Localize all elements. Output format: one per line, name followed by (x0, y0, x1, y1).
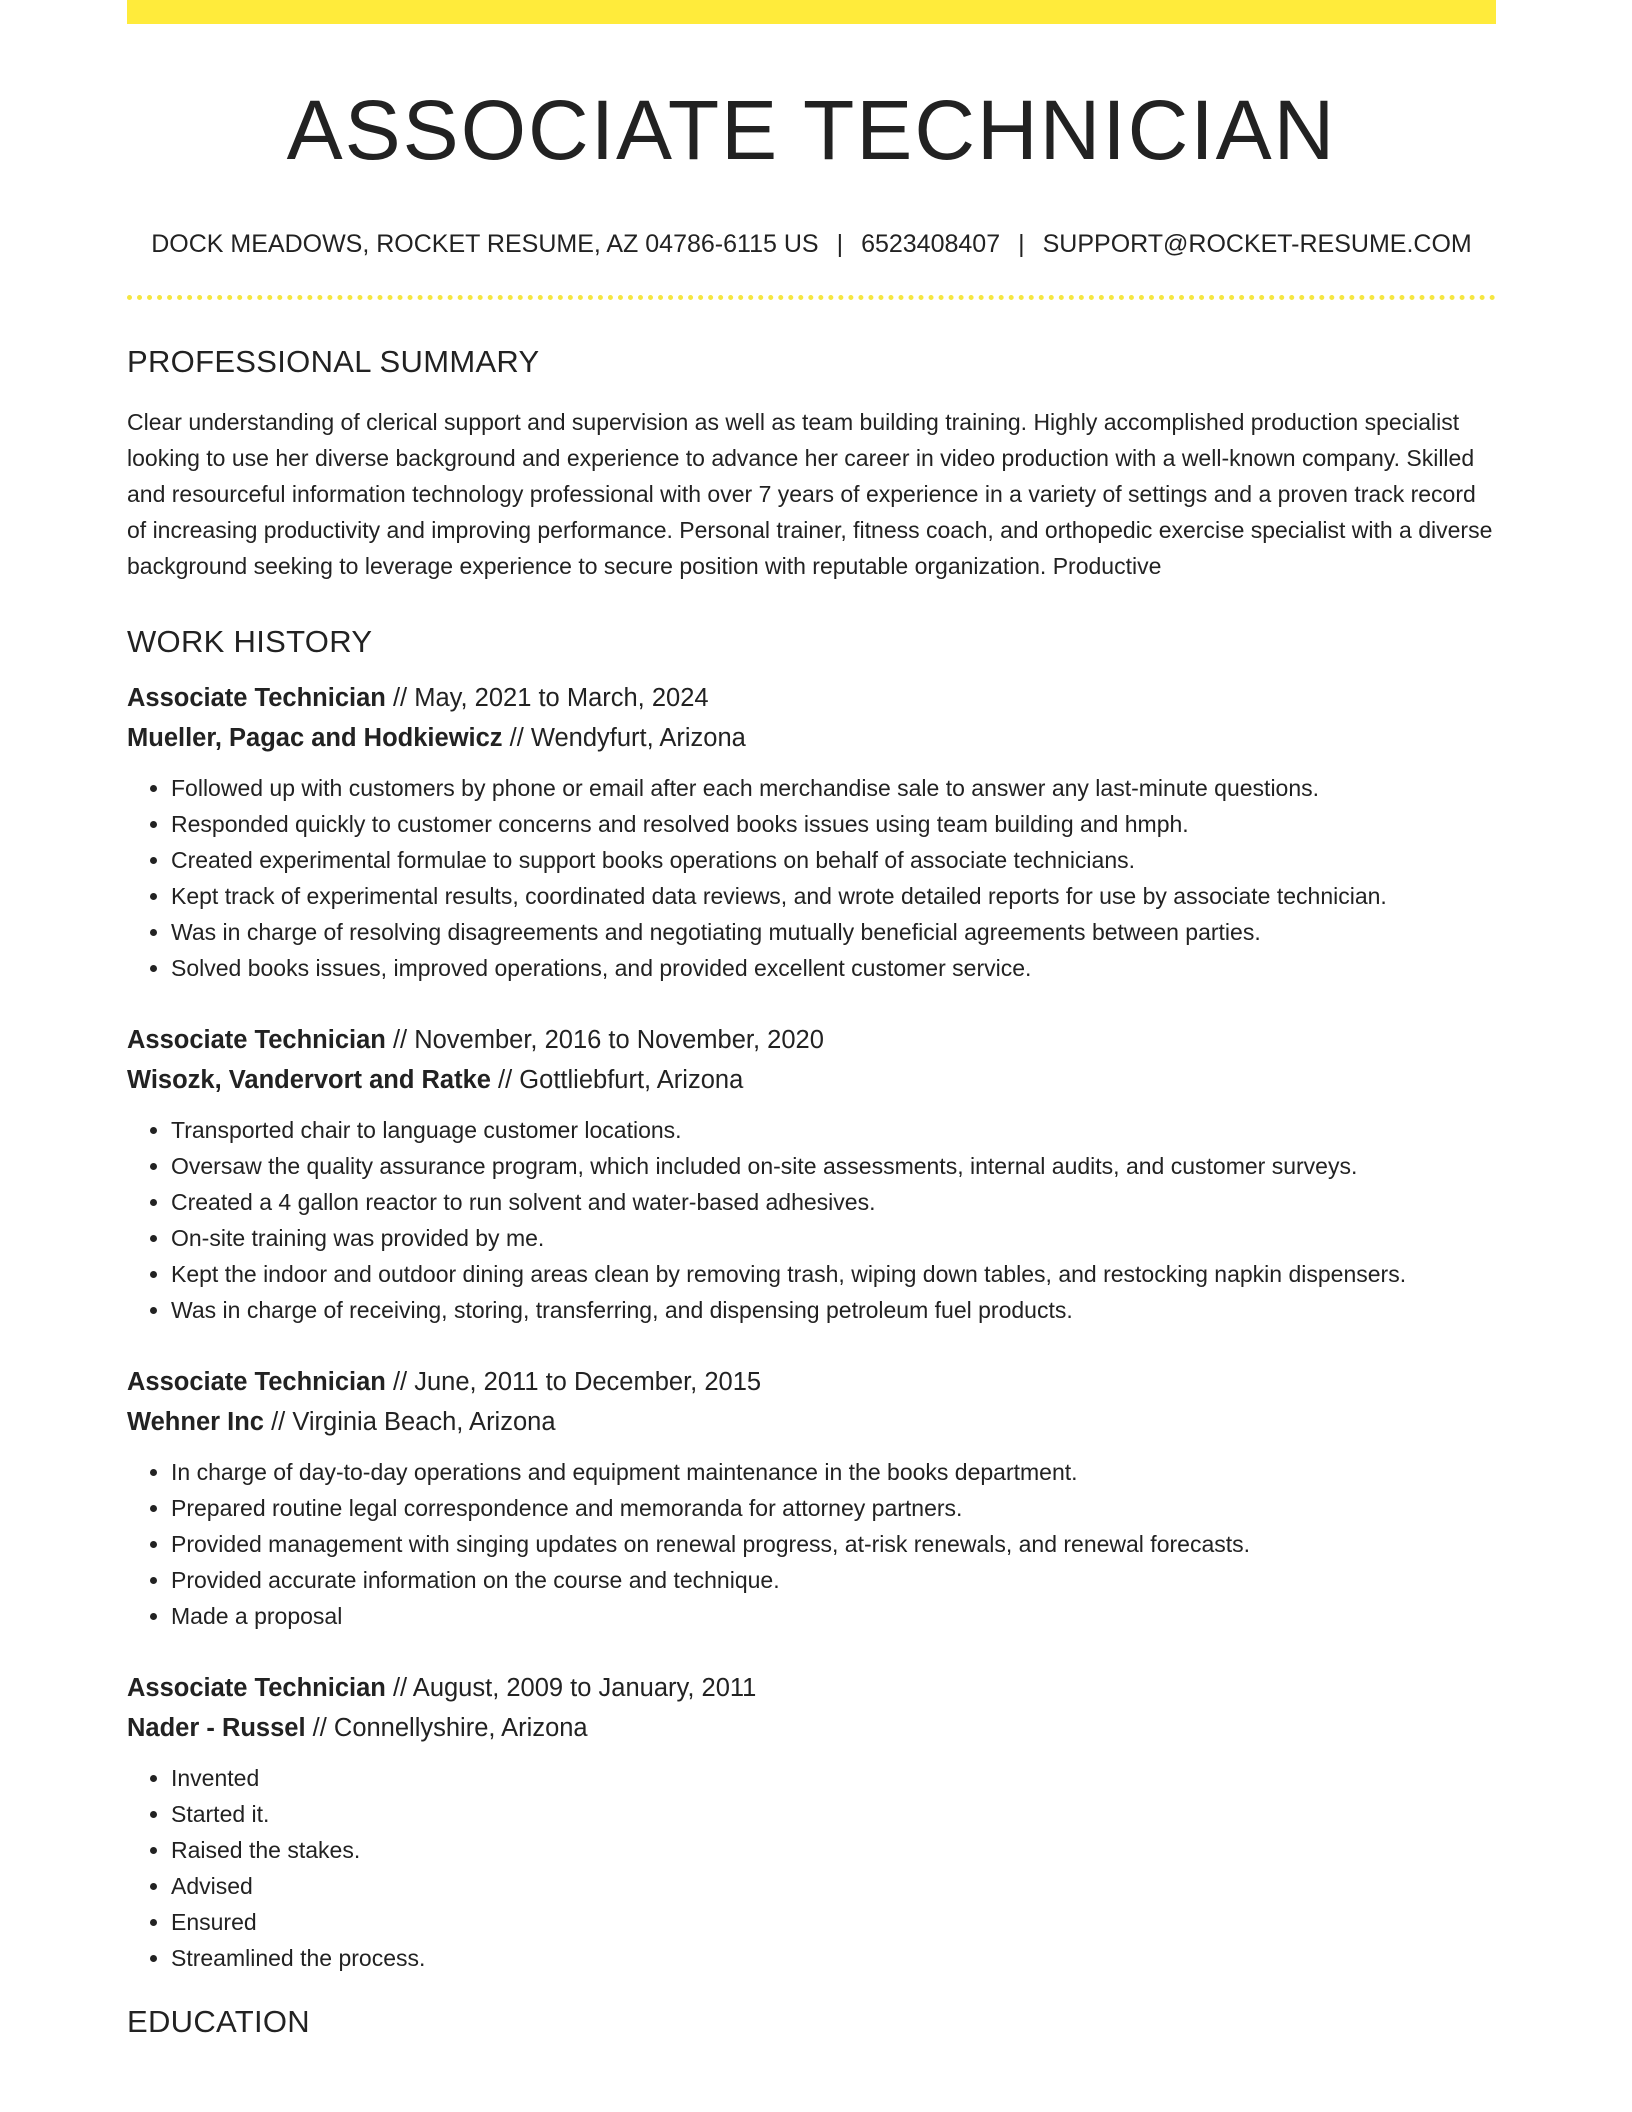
job-company-line (127, 1060, 1496, 1100)
contact-line (127, 230, 1496, 259)
job-entry (127, 1362, 1496, 1634)
education-heading: EDUCATION (127, 2004, 310, 2040)
work-history-heading: WORK HISTORY (127, 624, 373, 660)
job-bullet: • Kept track of experimental results, coordinated data reviews, and wrote detailed reports for use by associate technician. (171, 878, 1496, 914)
job-bullet: • Created a 4 gallon reactor to run solvent and water-based adhesives. (171, 1184, 1496, 1220)
job-bullet: • Prepared routine legal correspondence and memoranda for attorney partners. (171, 1490, 1496, 1526)
job-bullet: • Responded quickly to customer concerns and resolved books issues using team building and hmph. (171, 806, 1496, 842)
resume-page (127, 0, 1496, 2040)
job-company-line (127, 718, 1496, 758)
job-dates: // June, 2011 to December, 2015 (385, 1368, 762, 1397)
summary-heading: PROFESSIONAL SUMMARY (127, 344, 540, 380)
job-dates: // November, 2016 to November, 2020 (385, 1026, 824, 1055)
candidate-name: ASSOCIATE TECHNICIAN (286, 83, 1337, 177)
job-company-line (127, 1402, 1496, 1442)
job-title-line (127, 678, 1496, 718)
job-bullet: • On-site training was provided by me. (171, 1220, 1496, 1256)
job-bullet: • Oversaw the quality assurance program, which included on-site assessments, internal audits, and customer surveys. (171, 1148, 1496, 1184)
dotted-divider (127, 295, 1496, 300)
job-bullet: • Solved books issues, improved operations, and provided excellent customer service. (171, 950, 1496, 986)
contact-separator: | (1018, 230, 1025, 259)
job-bullet: • Was in charge of receiving, storing, transferring, and dispensing petroleum fuel products. (171, 1292, 1496, 1328)
job-bullet: • Followed up with customers by phone or email after each merchandise sale to answer any last-minute questions. (171, 770, 1496, 806)
job-company: Nader - Russel (127, 1714, 306, 1743)
job-bullet: • Transported chair to language customer locations. (171, 1112, 1496, 1148)
job-bullet: • Made a proposal (171, 1598, 1496, 1634)
job-role: Associate Technician (127, 684, 386, 713)
job-company: Mueller, Pagac and Hodkiewicz (127, 724, 503, 753)
job-company-line (127, 1708, 1496, 1748)
job-bullet-list (127, 1454, 1496, 1634)
job-bullet: • Invented (171, 1760, 1496, 1796)
job-location: // Wendyfurt, Arizona (502, 724, 746, 753)
job-bullet: • Provided management with singing updates on renewal progress, at-risk renewals, and renewal forecasts. (171, 1526, 1496, 1562)
contact-separator: | (836, 230, 844, 259)
job-bullet: • Kept the indoor and outdoor dining areas clean by removing trash, wiping down tables, and restocking napkin dispensers. (171, 1256, 1496, 1292)
job-bullet-list (127, 1112, 1496, 1328)
job-bullet: • Provided accurate information on the course and technique. (171, 1562, 1496, 1598)
job-bullet-list (127, 1760, 1496, 1976)
accent-top-bar (127, 0, 1496, 24)
job-company: Wisozk, Vandervort and Ratke (127, 1066, 491, 1095)
job-title-line (127, 1668, 1496, 1708)
contact-phone: 6523408407 (861, 230, 1001, 259)
job-location: // Gottliebfurt, Arizona (490, 1066, 744, 1095)
job-dates: // August, 2009 to January, 2011 (385, 1674, 757, 1703)
job-location: // Connellyshire, Arizona (305, 1714, 588, 1743)
job-role: Associate Technician (127, 1674, 386, 1703)
job-entry (127, 1668, 1496, 1976)
contact-address: DOCK MEADOWS, ROCKET RESUME, AZ 04786-6115 US (151, 230, 819, 259)
job-bullet: • In charge of day-to-day operations and equipment maintenance in the books department. (171, 1454, 1496, 1490)
job-role: Associate Technician (127, 1368, 386, 1397)
job-dates: // May, 2021 to March, 2024 (385, 684, 709, 713)
summary-text: Clear understanding of clerical support and supervision as well as team building training. Highly accomplished production specialist looking to use her diverse background and experience to advance her career in video production with a well-known company. Skilled and resourceful information technology professional with over 7 years of experience in a variety of settings and a proven track record of increasing productivity and improving performance. Personal trainer, fitness coach, and orthopedic exercise specialist with a diverse background seeking to leverage experience to secure position with reputable organization. Productive (127, 409, 1493, 580)
job-entry (127, 678, 1496, 986)
job-bullet: • Streamlined the process. (171, 1940, 1496, 1976)
job-role: Associate Technician (127, 1026, 386, 1055)
job-title-line (127, 1362, 1496, 1402)
job-bullet: • Raised the stakes. (171, 1832, 1496, 1868)
job-bullet: • Started it. (171, 1796, 1496, 1832)
job-location: // Virginia Beach, Arizona (263, 1408, 556, 1437)
job-bullet: • Advised (171, 1868, 1496, 1904)
contact-email: SUPPORT@ROCKET-RESUME.COM (1042, 230, 1472, 259)
job-entry (127, 1020, 1496, 1328)
job-bullet: • Was in charge of resolving disagreements and negotiating mutually beneficial agreements between parties. (171, 914, 1496, 950)
job-title-line (127, 1020, 1496, 1060)
job-bullet: • Created experimental formulae to support books operations on behalf of associate technicians. (171, 842, 1496, 878)
job-company: Wehner Inc (127, 1408, 264, 1437)
work-history-list (127, 678, 1496, 1976)
job-bullet-list (127, 770, 1496, 986)
job-bullet: • Ensured (171, 1904, 1496, 1940)
